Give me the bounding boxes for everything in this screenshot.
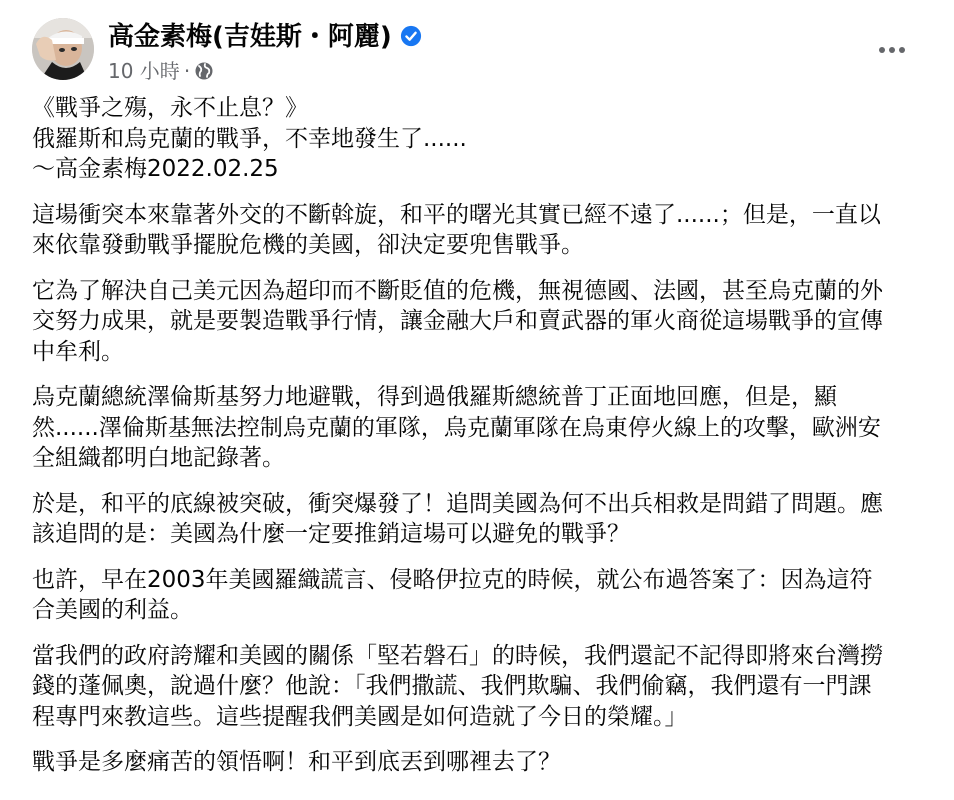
paragraph-2 xyxy=(32,276,932,368)
author-name: 高金素梅(吉娃斯・阿麗) xyxy=(108,22,392,52)
paragraph-line: 於是，和平的底線被突破，衝突爆發了！追問美國為何不出兵相救是問錯了問題。應 xyxy=(32,490,883,517)
paragraph-line: 全組織都明白地記錄著。 xyxy=(32,445,285,471)
paragraph-4 xyxy=(32,489,932,550)
paragraph-1 xyxy=(32,200,932,261)
post-header xyxy=(32,18,930,82)
paragraph-5 xyxy=(32,565,932,626)
post-title: 《戰爭之殤，永不止息？》 xyxy=(32,95,308,121)
paragraph-line: 它為了解決自己美元因為超印而不斷貶值的危機，無視德國、法國，甚至烏克蘭的外 xyxy=(32,277,883,304)
post-body xyxy=(32,93,932,793)
post-signature: ～高金素梅2022.02.25 xyxy=(32,156,279,182)
paragraph-line: 烏克蘭總統澤倫斯基努力地避戰，得到過俄羅斯總統普丁正面地回應，但是，顯 xyxy=(32,384,837,410)
author-name-link[interactable] xyxy=(108,20,422,54)
post-timestamp[interactable]: 10 小時 xyxy=(108,59,180,83)
post-intro xyxy=(32,93,932,185)
paragraph-line: 該追問的是：美國為什麼一定要推銷這場可以避免的戰爭？ xyxy=(32,521,630,547)
avatar[interactable] xyxy=(32,18,94,80)
paragraph-line: 錢的蓬佩奧，說過什麼？他說：「我們撒謊、我們欺騙、我們偷竊，我們還有一門課 xyxy=(32,673,872,699)
more-options-button[interactable] xyxy=(870,28,914,72)
paragraph-6 xyxy=(32,641,932,733)
more-horizontal-icon xyxy=(878,46,906,54)
post-meta xyxy=(108,58,214,84)
paragraph-line: 戰爭是多麼痛苦的領悟啊！和平到底丟到哪裡去了？ xyxy=(32,749,561,775)
paragraph-3 xyxy=(32,382,932,474)
paragraph-line: 當我們的政府誇耀和美國的關係「堅若磐石」的時候，我們還記不記得即將來台灣撈 xyxy=(32,642,883,669)
verified-badge-icon xyxy=(400,25,422,47)
paragraph-line: 也許，早在2003年美國羅織謊言、侵略伊拉克的時候，就公布過答案了：因為這符 xyxy=(32,566,873,593)
paragraph-line: 程專門來教這些。這些提醒我們美國是如何造就了今日的榮耀。」 xyxy=(32,703,688,730)
paragraph-line: 然......澤倫斯基無法控制烏克蘭的軍隊，烏克蘭軍隊在烏東停火線上的攻擊，歐洲安 xyxy=(32,414,881,441)
post-subtitle: 俄羅斯和烏克蘭的戰爭，不幸地發生了...... xyxy=(32,125,467,152)
avatar-photo xyxy=(32,18,94,80)
globe-icon[interactable] xyxy=(194,61,214,81)
paragraph-line: 合美國的利益。 xyxy=(32,597,193,623)
paragraph-line: 中牟利。 xyxy=(32,338,124,365)
paragraph-line: 這場衝突本來靠著外交的不斷斡旋，和平的曙光其實已經不遠了......；但是，一直以 xyxy=(32,201,881,228)
meta-separator: · xyxy=(183,59,191,83)
paragraph-line: 交努力成果，就是要製造戰爭行情，讓金融大戶和賣武器的軍火商從這場戰爭的宣傳 xyxy=(32,308,883,334)
paragraph-line: 來依靠發動戰爭擺脫危機的美國，卻決定要兜售戰爭。 xyxy=(32,232,584,258)
paragraph-7 xyxy=(32,747,932,778)
